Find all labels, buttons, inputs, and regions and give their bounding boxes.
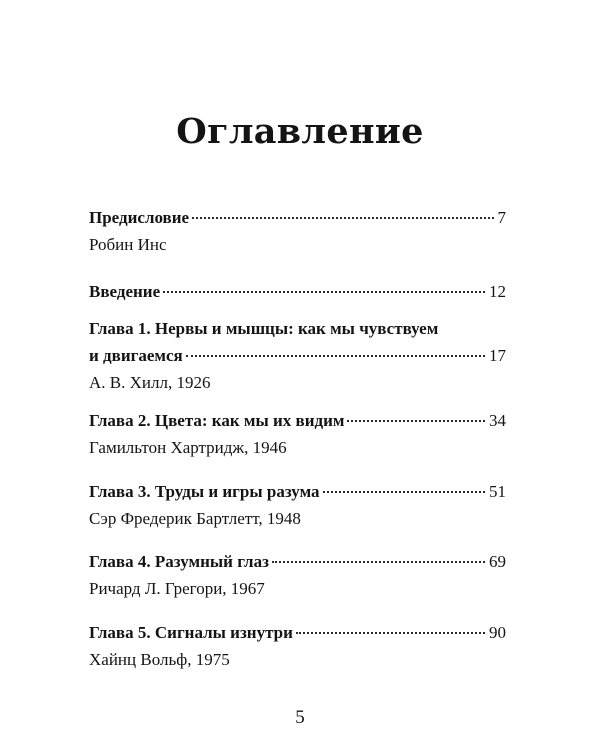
dot-leader [296,632,485,634]
dot-leader [323,491,485,493]
toc-entry-page: 69 [489,552,506,571]
toc-entry-preface[interactable] [89,206,506,257]
toc-entry-title: Глава 2. Цвета: как мы их видим [89,411,345,430]
toc-entry-page: 7 [497,208,506,227]
toc-entry-title: Глава 1. Нервы и мышцы: как мы чувствуем [89,319,439,338]
toc-entry-chapter-3[interactable] [89,480,506,531]
dot-leader [192,217,493,219]
toc-entry-chapter-4[interactable] [89,550,506,601]
toc-line [89,621,506,645]
toc-entry-introduction[interactable] [89,280,506,304]
toc-entry-page: 34 [489,411,506,430]
toc-entry-author: Ричард Л. Грегори, 1967 [89,579,265,598]
toc-entry-title: Глава 3. Труды и игры разума [89,482,320,501]
toc-entry-author: Гамильтон Хартридж, 1946 [89,438,287,457]
dot-leader [347,420,485,422]
dot-leader [186,355,485,357]
toc-line [89,344,506,368]
toc-entry-title: Глава 4. Разумный глаз [89,552,269,571]
dot-leader [163,291,485,293]
dot-leader [272,561,485,563]
toc-entry-title: Глава 5. Сигналы изнутри [89,623,293,642]
toc-entry-chapter-5[interactable] [89,621,506,672]
toc-entry-page: 17 [489,346,506,365]
toc-entry-page: 12 [489,282,506,301]
toc-entry-title: Предисловие [89,208,190,227]
page-title: Оглавление [176,111,424,152]
toc-entry-page: 51 [489,482,506,501]
toc-entry-page: 90 [489,623,506,642]
toc-entry-author: А. В. Хилл, 1926 [89,373,211,392]
toc-line [89,280,506,304]
toc-line [89,480,506,504]
toc-entry-title-continued: и двигаемся [89,346,183,365]
page-number: 5 [295,707,305,728]
toc-entry-author: Сэр Фредерик Бартлетт, 1948 [89,509,301,528]
toc-entry-author: Робин Инс [89,235,167,254]
toc-line [89,550,506,574]
toc-entry-chapter-2[interactable] [89,409,506,460]
toc-entry-author: Хайнц Вольф, 1975 [89,650,230,669]
toc-line [89,206,506,230]
toc-entry-title: Введение [89,282,161,301]
toc-line [89,409,506,433]
toc-entry-chapter-1[interactable] [89,317,506,395]
